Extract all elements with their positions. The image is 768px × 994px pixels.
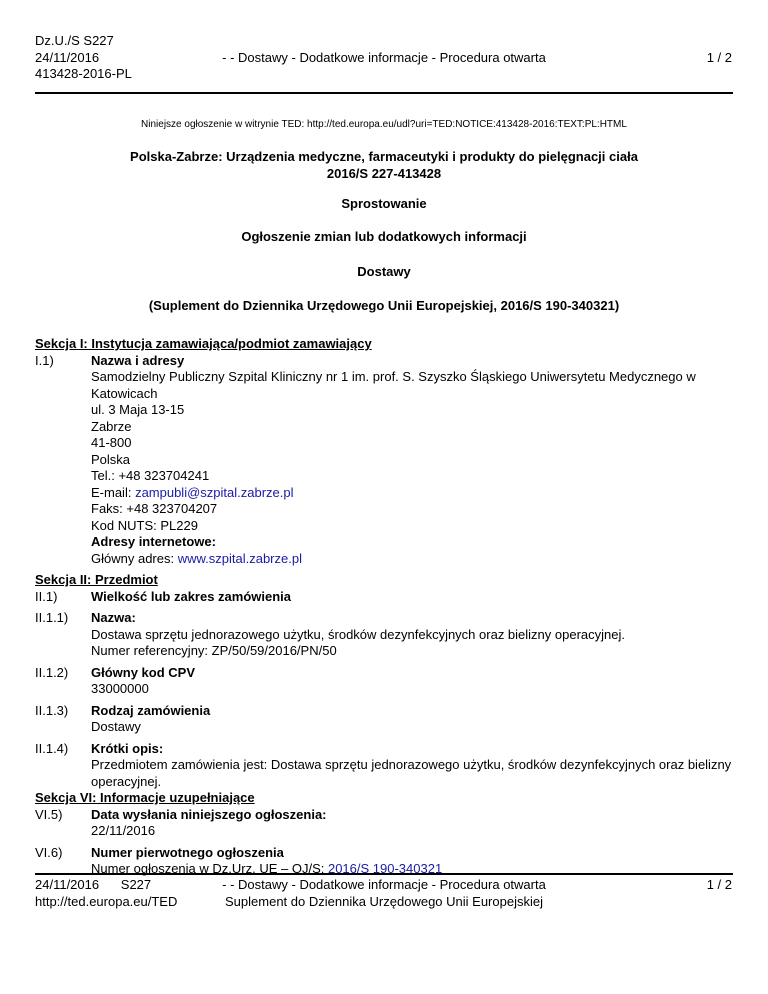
org-postcode: 41-800 <box>91 435 132 450</box>
heading-supplement: (Suplement do Dziennika Urzędowego Unii Europejskiej, 2016/S 190-340321) <box>148 298 620 313</box>
item-number: II.1) <box>35 588 58 604</box>
heading-correction: Sprostowanie <box>341 196 427 211</box>
title-line-2: 2016/S 227-413428 <box>326 165 442 181</box>
section-1-item <box>35 353 735 568</box>
item-label: Nazwa i adresy <box>91 352 185 368</box>
header-page-number: 1 / 2 <box>706 50 732 65</box>
internet-label: Adresy internetowe: <box>91 534 216 549</box>
item-label: Nazwa: <box>91 610 136 625</box>
item-number: I.1) <box>35 352 54 368</box>
ted-note: Niniejsze ogłoszenie w witrynie TED: http://ted.europa.eu/udl?uri=TED:NOTICE:413428-2016:TEXT:PL:HTML <box>141 119 627 130</box>
main-address-label: Główny adres: <box>91 550 178 566</box>
section-2-item <box>35 741 735 791</box>
item-number: II.1.3) <box>35 702 69 718</box>
title-line-1: Polska-Zabrze: Urządzenia medyczne, farmaceutyki i produkty do pielęgnacji ciała <box>130 149 638 164</box>
email-label: E-mail: <box>91 484 136 500</box>
item-label: Krótki opis: <box>91 740 164 756</box>
item-number: II.1.4) <box>35 740 69 756</box>
footer-center <box>0 877 768 910</box>
section-2-item <box>35 589 735 606</box>
main-address-link[interactable]: www.szpital.zabrze.pl <box>177 550 302 566</box>
section-2-item <box>35 610 735 660</box>
item-text-row <box>91 861 735 878</box>
item-number: II.1.1) <box>35 610 69 625</box>
main-address-row <box>91 551 735 568</box>
original-notice-link[interactable]: 2016/S 190-340321 <box>327 861 443 876</box>
item-text: Dostawy <box>91 719 141 734</box>
footer-center-line-2: Suplement do Dziennika Urzędowego Unii Europejskiej <box>225 893 543 909</box>
section-2-title: Sekcja II: Przedmiot <box>35 572 158 587</box>
item-number: VI.5) <box>35 806 63 822</box>
notice-title <box>0 149 768 182</box>
footer-page-number: 1 / 2 <box>706 877 732 892</box>
section-1-title: Sekcja I: Instytucja zamawiająca/podmiot zamawiający <box>35 336 372 351</box>
journal-ref: Dz.U./S S227 <box>35 33 114 48</box>
footer-date-ref: 24/11/2016 S227 <box>35 877 152 892</box>
header-divider <box>35 92 733 94</box>
org-street: ul. 3 Maja 13-15 <box>91 402 185 417</box>
item-label: Wielkość lub zakres zamówienia <box>91 588 292 604</box>
heading-changes: Ogłoszenie zmian lub dodatkowych informacji <box>241 229 527 244</box>
org-nuts: Kod NUTS: PL229 <box>91 517 198 533</box>
item-text: 22/11/2016 <box>91 823 156 838</box>
item-text: 33000000 <box>91 681 149 696</box>
org-name: Samodzielny Publiczny Szpital Kliniczny nr 1 im. prof. S. Szyszko Śląskiego Uniwersytetu Medycznego w Katowicach <box>91 369 696 401</box>
org-tel: Tel.: +48 323704241 <box>91 468 210 483</box>
item-label: Główny kod CPV <box>91 664 196 680</box>
item-number: II.1.2) <box>35 664 69 680</box>
org-fax: Faks: +48 323704207 <box>91 501 218 516</box>
header-date: 24/11/2016 <box>35 49 100 65</box>
section-2-item <box>35 703 735 736</box>
section-2-item <box>35 665 735 698</box>
item-label: Rodzaj zamówienia <box>91 702 211 718</box>
item-number: VI.6) <box>35 844 63 860</box>
section-6-item <box>35 807 735 840</box>
item-label: Data wysłania niniejszego ogłoszenia: <box>91 806 327 822</box>
item-reference: Numer referencyjny: ZP/50/59/2016/PN/50 <box>91 643 337 658</box>
header-center-text: - - Dostawy - Dodatkowe informacje - Procedura otwarta <box>222 50 546 65</box>
section-6-title: Sekcja VI: Informacje uzupełniające <box>35 790 255 805</box>
item-text: Numer ogłoszenia w Dz.Urz. UE – OJ/S: <box>91 861 328 876</box>
item-text: Dostawa sprzętu jednorazowego użytku, środków dezynfekcyjnych oraz bielizny operacyjnej. <box>91 626 625 642</box>
footer-url: http://ted.europa.eu/TED <box>35 893 178 909</box>
footer-center-line-1: - - Dostawy - Dodatkowe informacje - Procedura otwarta <box>222 877 546 892</box>
notice-body <box>35 336 735 878</box>
org-country: Polska <box>91 451 131 467</box>
item-text: Przedmiotem zamówienia jest: Dostawa sprzętu jednorazowego użytku, środków dezynfekcyjnych oraz bielizny operacyjnej. <box>91 757 732 789</box>
footer-divider <box>35 873 733 875</box>
heading-supplies: Dostawy <box>357 264 411 279</box>
email-link[interactable]: zampubli@szpital.zabrze.pl <box>135 484 294 500</box>
org-city: Zabrze <box>91 418 132 434</box>
org-email-row <box>91 485 735 502</box>
item-label: Numer pierwotnego ogłoszenia <box>91 844 284 860</box>
notice-id: 413428-2016-PL <box>35 66 132 81</box>
